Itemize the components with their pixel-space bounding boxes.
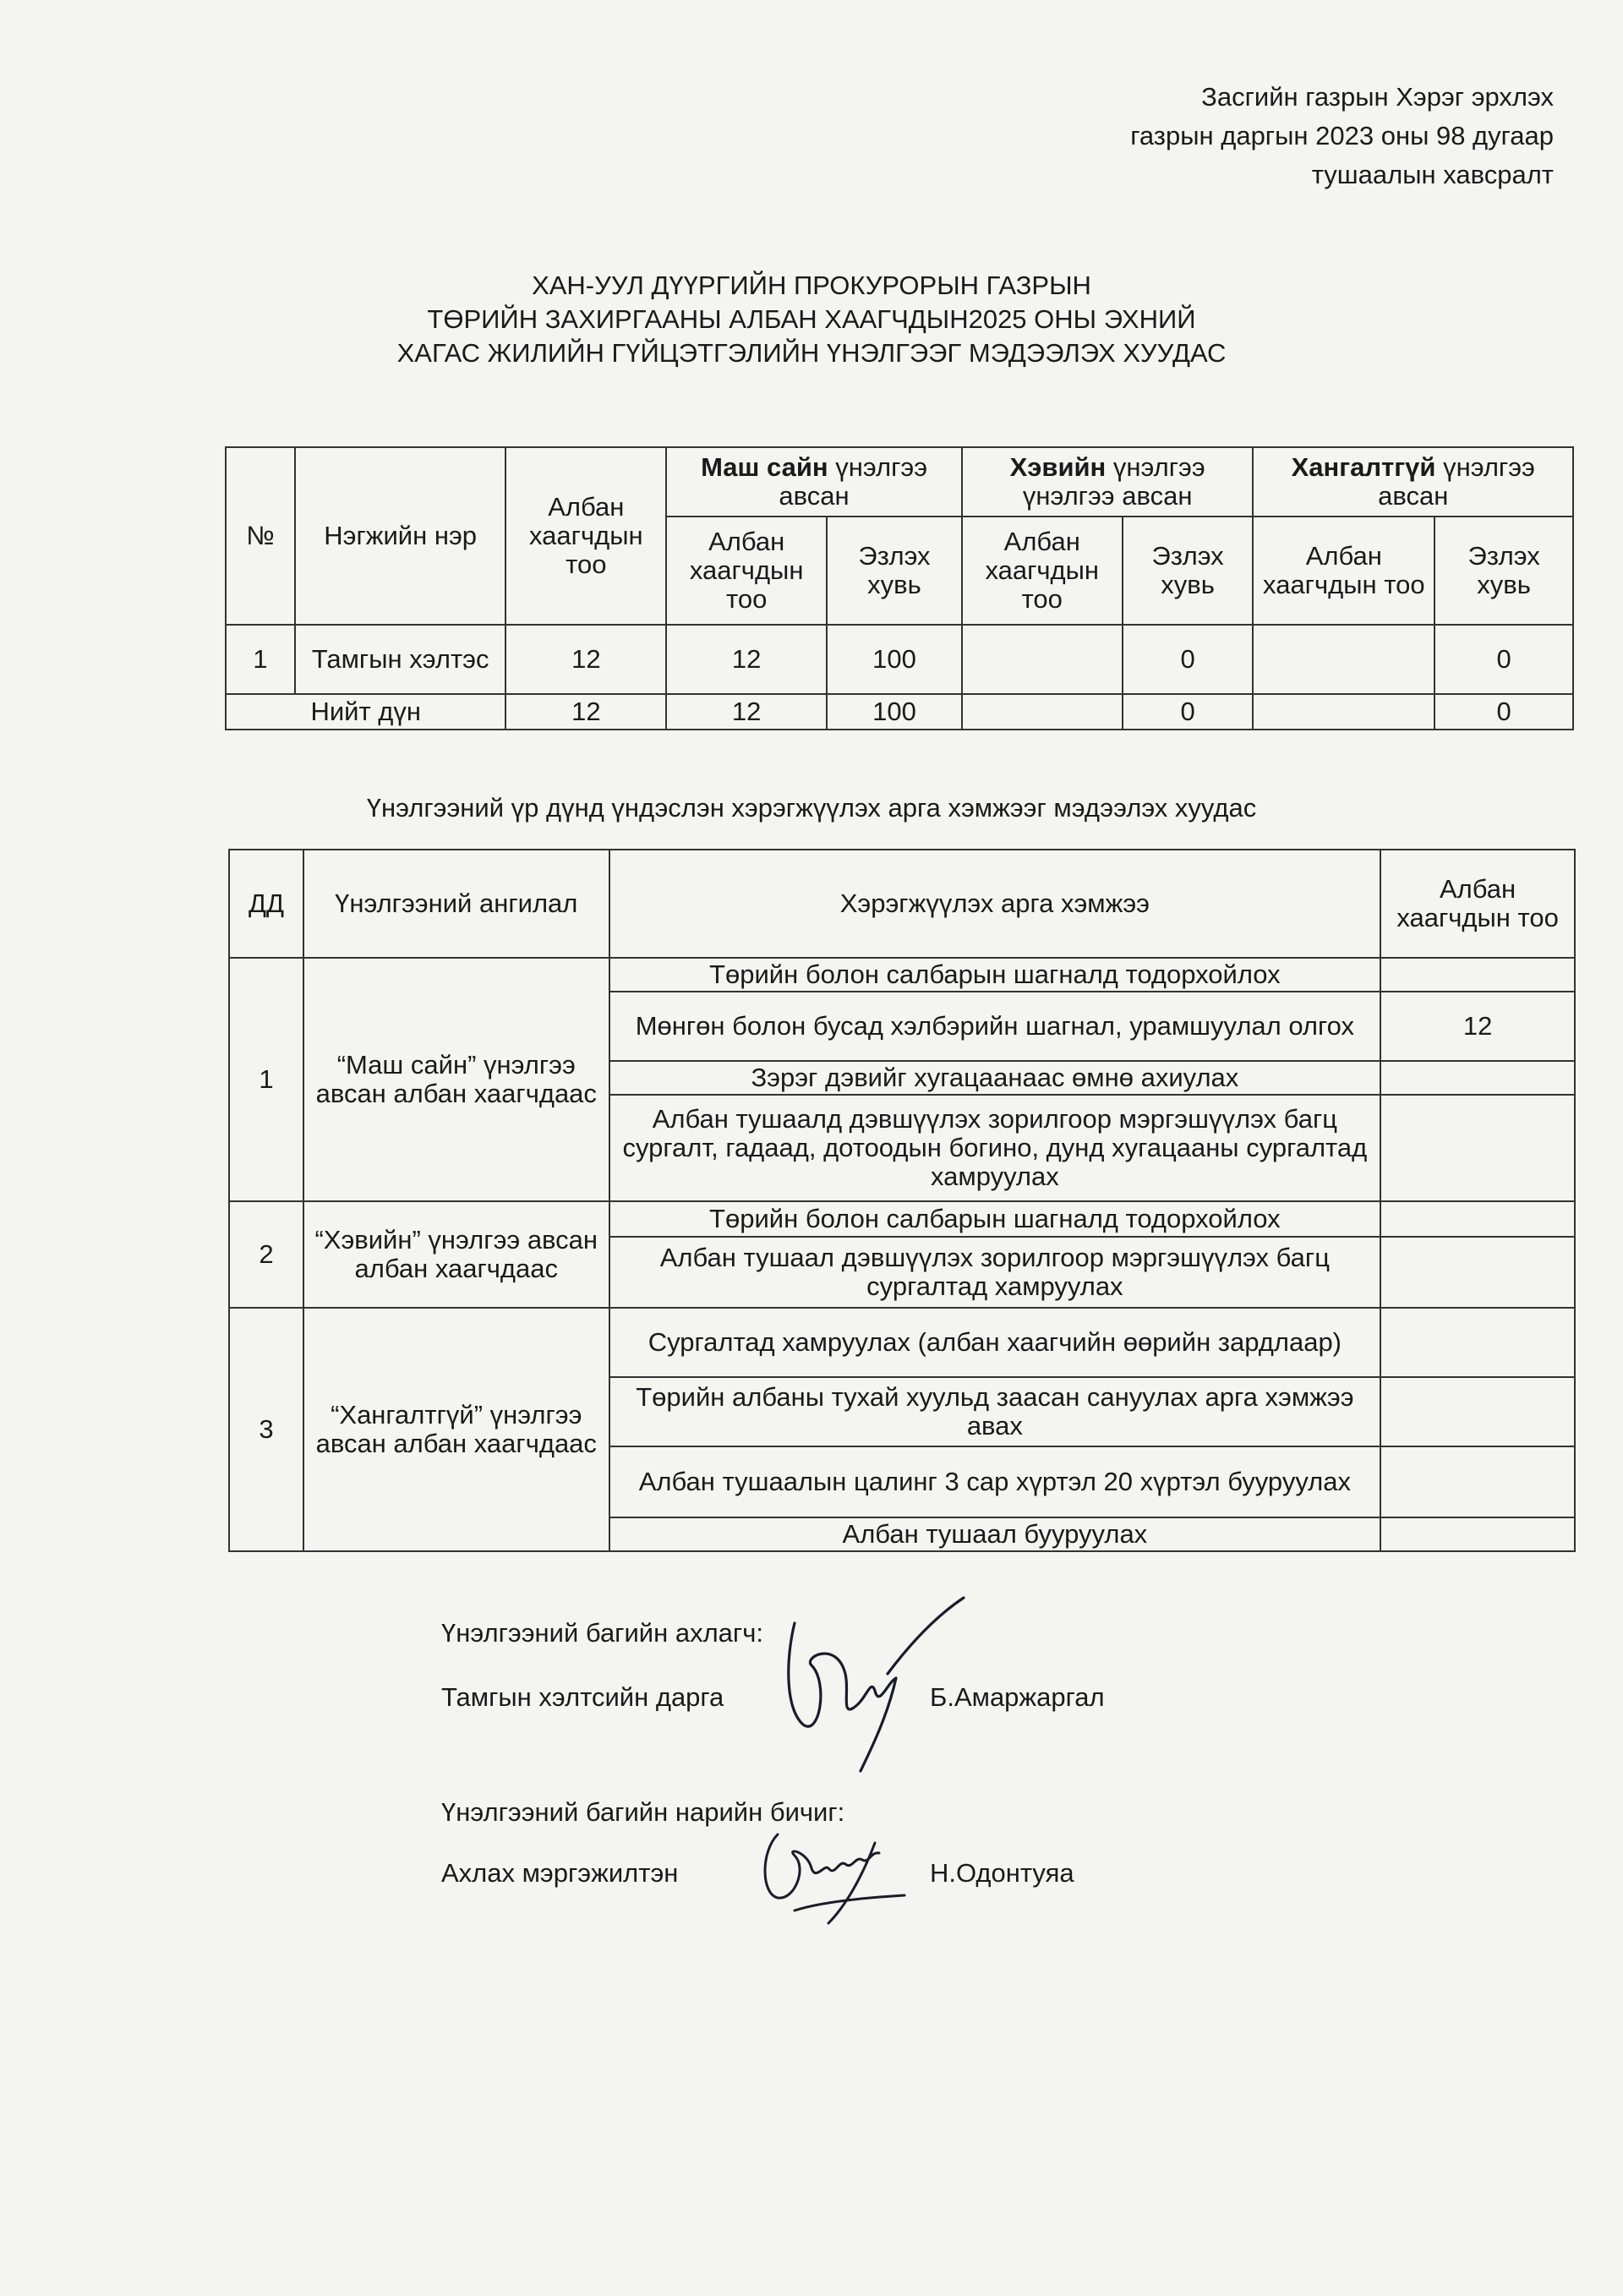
row-excellent-percent: 100: [827, 625, 962, 694]
total-normal-count: [962, 694, 1123, 730]
measure-cell: Төрийн албаны тухай хуульд заасан сануулах арга хэмжээ авах: [609, 1377, 1381, 1446]
appendix-note: [1130, 78, 1554, 194]
group-2-number: 2: [229, 1201, 303, 1308]
measure-cell: Албан тушаал дэвшүүлэх зорилгоор мэргэшүүлэх багц сургалтад хамруулах: [609, 1237, 1381, 1308]
table-row: [229, 1201, 1575, 1237]
header-normal: [962, 447, 1254, 517]
total-label: Нийт дүн: [226, 694, 505, 730]
group-3-category: “Хангалтгүй” үнэлгээ авсан албан хаагчдаас: [303, 1308, 609, 1551]
normal-rest: үнэлгээ үнэлгээ авсан: [1022, 452, 1205, 511]
group-1-category: “Маш сайн” үнэлгээ авсан албан хаагчдаас: [303, 958, 609, 1201]
lead-signature-icon: [761, 1589, 981, 1784]
header-staff-count: Албан хаагчдын тоо: [505, 447, 666, 625]
insufficient-label: Хангалтгүй: [1291, 452, 1436, 482]
total-excellent-count: 12: [666, 694, 827, 730]
sub-header-percent: Эзлэх хувь: [1434, 517, 1573, 625]
sub-header-count: Албан хаагчдын тоо: [666, 517, 827, 625]
normal-label: Хэвийн: [1009, 452, 1107, 482]
secretary-title: Үнэлгээний багийн нарийн бичиг:: [441, 1797, 845, 1827]
table-row: [229, 1308, 1575, 1377]
title-line-1: ХАН-УУЛ ДҮҮРГИЙН ПРОКУРОРЫН ГАЗРЫН: [532, 271, 1091, 300]
total-count: 12: [505, 694, 666, 730]
lead-role: Тамгын хэлтсийн дарга: [441, 1682, 724, 1712]
excellent-label: Маш сайн: [701, 452, 828, 482]
table-row: [226, 625, 1573, 694]
measure-cell: Сургалтад хамруулах (албан хаагчийн өөрийн зардлаар): [609, 1308, 1381, 1377]
measure-cell: Зэрэг дэвийг хугацаанаас өмнө ахиулах: [609, 1061, 1381, 1095]
secretary-signature-icon: [744, 1818, 913, 1927]
total-row: [226, 694, 1573, 730]
measure-cell: Төрийн болон салбарын шагналд тодорхойлох: [609, 958, 1381, 992]
table-row: [229, 958, 1575, 992]
title-line-2: ТӨРИЙН ЗАХИРГААНЫ АЛБАН ХААГЧДЫН2025 ОНЫ ЭХНИЙ: [427, 304, 1196, 334]
row-count: 12: [505, 625, 666, 694]
header-measure: Хэрэгжүүлэх арга хэмжээ: [609, 850, 1381, 958]
evaluation-summary-table: [225, 446, 1574, 730]
sub-header-percent: Эзлэх хувь: [827, 517, 962, 625]
measure-cell: Төрийн болон салбарын шагналд тодорхойлох: [609, 1201, 1381, 1237]
count-cell: [1380, 1095, 1575, 1201]
header-dd: ДД: [229, 850, 303, 958]
sub-header-percent: Эзлэх хувь: [1123, 517, 1254, 625]
row-insufficient-count: [1253, 625, 1434, 694]
group-1-number: 1: [229, 958, 303, 1201]
row-normal-count: [962, 625, 1123, 694]
count-cell: [1380, 1446, 1575, 1517]
header-insufficient: [1253, 447, 1573, 517]
count-cell: [1380, 958, 1575, 992]
appendix-line-1: Засгийн газрын Хэрэг эрхлэх: [1201, 82, 1554, 112]
header-number: №: [226, 447, 295, 625]
header-category: Үнэлгээний ангилал: [303, 850, 609, 958]
header-excellent: [666, 447, 962, 517]
appendix-line-2: газрын даргын 2023 оны 98 дугаар: [1130, 121, 1554, 150]
count-cell: [1380, 1061, 1575, 1095]
count-cell: [1380, 1201, 1575, 1237]
appendix-line-3: тушаалын хавсралт: [1311, 160, 1554, 189]
row-unit: Тамгын хэлтэс: [295, 625, 506, 694]
group-2-category: “Хэвийн” үнэлгээ авсан албан хаагчдаас: [303, 1201, 609, 1308]
count-cell: [1380, 1308, 1575, 1377]
group-3-number: 3: [229, 1308, 303, 1551]
total-insufficient-percent: 0: [1434, 694, 1573, 730]
total-excellent-percent: 100: [827, 694, 962, 730]
excellent-rest: үнэлгээ авсан: [779, 452, 928, 511]
total-normal-percent: 0: [1123, 694, 1254, 730]
row-excellent-count: 12: [666, 625, 827, 694]
insufficient-rest: үнэлгээ авсан: [1378, 452, 1535, 511]
count-cell: [1380, 1377, 1575, 1446]
lead-title: Үнэлгээний багийн ахлагч:: [441, 1618, 763, 1648]
count-cell: 12: [1380, 992, 1575, 1061]
measure-cell: Мөнгөн болон бусад хэлбэрийн шагнал, урамшуулал олгох: [609, 992, 1381, 1061]
sub-header-count: Албан хаагчдын тоо: [1253, 517, 1434, 625]
header-unit-name: Нэгжийн нэр: [295, 447, 506, 625]
header-staff-count: Албан хаагчдын тоо: [1380, 850, 1575, 958]
lead-name: Б.Амаржаргал: [930, 1682, 1105, 1712]
count-cell: [1380, 1237, 1575, 1308]
row-number: 1: [226, 625, 295, 694]
document-title: [0, 269, 1623, 370]
count-cell: [1380, 1517, 1575, 1551]
row-normal-percent: 0: [1123, 625, 1254, 694]
measure-cell: Албан тушаалд дэвшүүлэх зорилгоор мэргэшүүлэх багц сургалт, гадаад, дотоодын богино, дунд хугацааны сургалтад хамруулах: [609, 1095, 1381, 1201]
row-insufficient-percent: 0: [1434, 625, 1573, 694]
measure-cell: Албан тушаал бууруулах: [609, 1517, 1381, 1551]
title-line-3: ХАГАС ЖИЛИЙН ГҮЙЦЭТГЭЛИЙН ҮНЭЛГЭЭГ МЭДЭЭЛЭХ ХУУДАС: [396, 338, 1227, 368]
secretary-name: Н.Одонтуяа: [930, 1858, 1074, 1888]
total-insufficient-count: [1253, 694, 1434, 730]
sub-header-count: Албан хаагчдын тоо: [962, 517, 1123, 625]
measure-cell: Албан тушаалын цалинг 3 сар хүртэл 20 хүртэл бууруулах: [609, 1446, 1381, 1517]
secretary-role: Ахлах мэргэжилтэн: [441, 1858, 679, 1888]
measures-subtitle: Үнэлгээний үр дүнд үндэслэн хэрэгжүүлэх арга хэмжээг мэдээлэх хуудас: [366, 793, 1257, 823]
measures-table: [228, 849, 1576, 1552]
